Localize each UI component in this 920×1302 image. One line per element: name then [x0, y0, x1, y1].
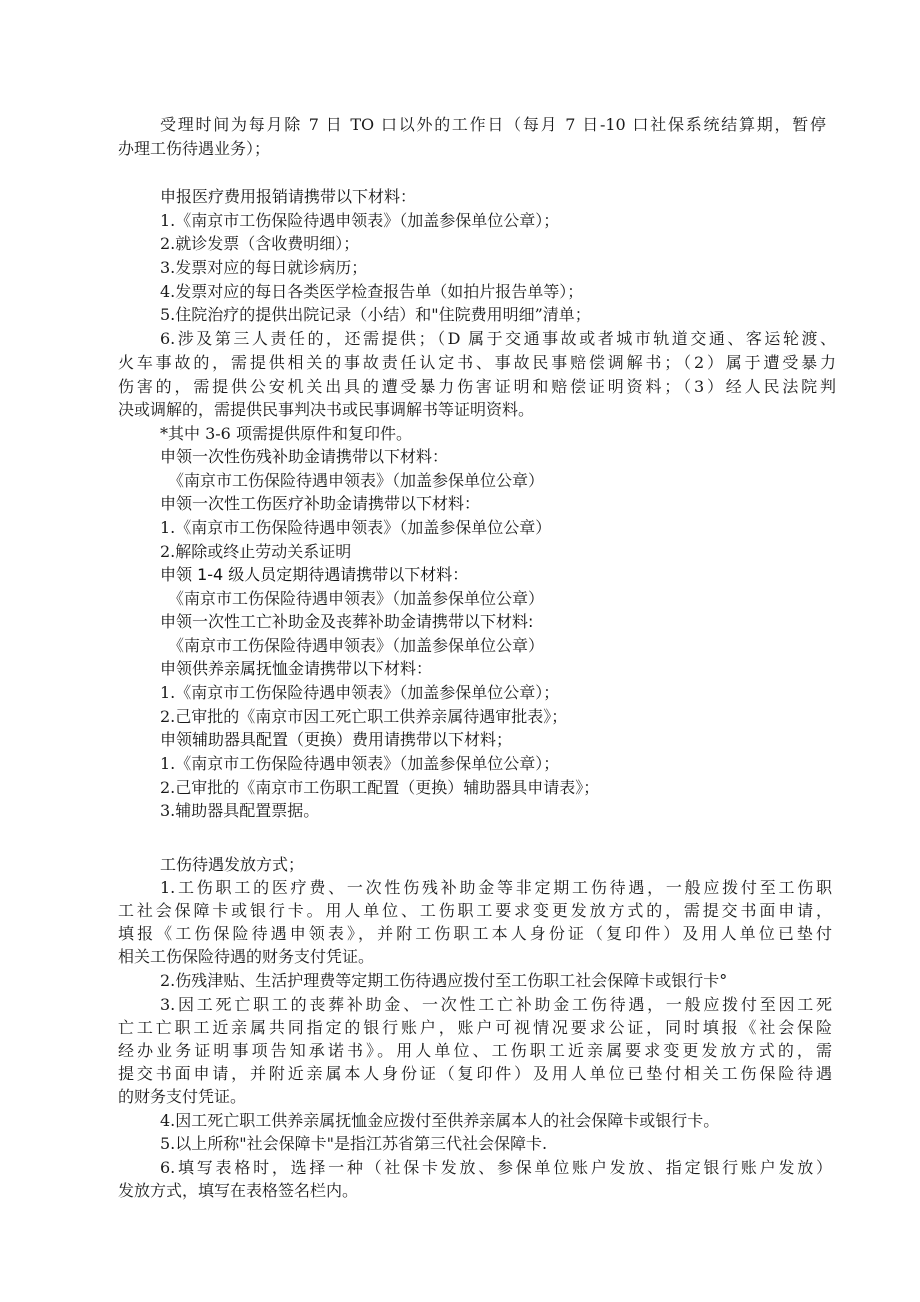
medical-item-5: 5.住院治疗的提供出院记录（小结）和"住院费用明细”清单； [160, 305, 591, 324]
medical-heading: 申报医疗费用报销请携带以下材料： [160, 187, 417, 206]
medical-item-6-line-4: 决或调解的，需提供民事判决书或民事调解书等证明资料。 [118, 400, 535, 419]
death-item: 《南京市工伤保险待遇申领表》（加盖参保单位公章） [168, 636, 545, 655]
medical-item-6-line-1: 6.涉及第三人责任的，还需提供；（D 属于交通事故或者城市轨道交通、客运轮渡、 [160, 329, 836, 348]
payment-p1-line-1: 1.工伤职工的医疗费、一次性伤残补助金等非定期工伤待遇，一般应拨付至工伤职 [160, 878, 832, 897]
payment-p1-line-4: 相关工伤保险待遇的财务支付凭证。 [118, 947, 375, 966]
death-heading: 申领一次性工亡补助金及丧葬补助金请携带以下材料: [160, 612, 534, 631]
intro-line-1: 受理时间为每月除 7 日 TO 口以外的工作日（每月 7 日-10 口社保系统结算期，暂停 [160, 115, 826, 134]
payment-p6-line-1: 6.填写表格时，选择一种（社保卡发放、参保单位账户发放、指定银行账户发放） [160, 1158, 832, 1177]
payment-p1-line-3: 填报《工伤保险待遇申领表》，并附工伤职工本人身份证（复印件）及用人单位已垫付 [118, 924, 832, 943]
periodic-item: 《南京市工伤保险待遇申领表》（加盖参保单位公章） [168, 589, 545, 608]
dependents-item-1: 1.《南京市工伤保险待遇申领表》（加盖参保单位公章）； [160, 683, 560, 702]
payment-p5: 5.以上所称"社会保障卡"是指江苏省第三代社会保障卡. [160, 1134, 548, 1153]
devices-item-1: 1.《南京市工伤保险待遇申领表》（加盖参保单位公章）； [160, 754, 560, 773]
medical-item-1: 1.《南京市工伤保险待遇申领表》（加盖参保单位公章）； [160, 211, 560, 230]
disability-heading: 申领一次性伤残补助金请携带以下材料： [160, 447, 449, 466]
medical-item-3: 3.发票对应的每日就诊病历； [160, 258, 368, 277]
injury-medical-item-2: 2.解除或终止劳动关系证明 [160, 542, 352, 561]
disability-item: 《南京市工伤保险待遇申领表》（加盖参保单位公章） [168, 471, 545, 490]
medical-note: *其中 3-6 项需提供原件和复印件。 [160, 424, 412, 443]
devices-heading: 申领辅助器具配置（更换）费用请携带以下材料； [160, 730, 513, 749]
devices-item-3: 3.辅助器具配置票据。 [160, 801, 320, 820]
payment-p3-line-4: 提交书面申请，并附近亲属本人身份证（复印件）及用人单位已垫付相关工伤保险待遇 [118, 1064, 832, 1083]
medical-item-6-line-3: 伤害的，需提供公安机关出具的遭受暴力伤害证明和赔偿证明资料；（3）经人民法院判 [118, 377, 836, 396]
injury-medical-heading: 申领一次性工伤医疗补助金请携带以下材料： [160, 494, 481, 513]
intro-line-2: 办理工伤待遇业务）； [118, 139, 271, 158]
payment-p6-line-2: 发放方式，填写在表格签名栏内。 [118, 1181, 359, 1200]
periodic-heading: 申领 1-4 级人员定期待遇请携带以下材料： [160, 565, 469, 584]
payment-p1-line-2: 工社会保障卡或银行卡。用人单位、工伤职工要求变更发放方式的，需提交书面申请， [118, 901, 832, 920]
injury-medical-item-1: 1.《南京市工伤保险待遇申领表》（加盖参保单位公章） [160, 518, 552, 537]
medical-item-4: 4.发票对应的每日各类医学检查报告单（如拍片报告单等）； [160, 282, 584, 301]
payment-p3-line-1: 3.因工死亡职工的丧葬补助金、一次性工亡补助金工伤待遇，一般应拨付至因工死 [160, 995, 832, 1014]
payment-p4: 4.因工死亡职工供养亲属抚恤金应拨付至供养亲属本人的社会保障卡或银行卡。 [160, 1111, 720, 1130]
medical-item-6-line-2: 火车事故的，需提供相关的事故责任认定书、事故民事赔偿调解书；（2）属于遭受暴力 [118, 353, 836, 372]
payment-p3-line-3: 经办业务证明事项告知承诺书》。用人单位、工伤职工近亲属要求变更发放方式的，需 [118, 1041, 832, 1060]
dependents-item-2: 2.己审批的《南京市因工死亡职工供养亲属待遇审批表》； [160, 707, 568, 726]
medical-item-2: 2.就诊发票（含收费明细）； [160, 234, 360, 253]
dependents-heading: 申领供养亲属抚恤金请携带以下材料： [160, 659, 433, 678]
devices-item-2: 2.己审批的《南京市工伤职工配置（更换）辅助器具申请表》； [160, 778, 600, 797]
payment-p3-line-5: 的财务支付凭证。 [118, 1087, 247, 1106]
payment-heading: 工伤待遇发放方式； [160, 855, 305, 874]
payment-p2: 2.伤残津贴、生活护理费等定期工伤待遇应拨付至工伤职工社会保障卡或银行卡° [160, 971, 728, 990]
payment-p3-line-2: 亡工亡职工近亲属共同指定的银行账户，账户可视情况要求公证，同时填报《社会保险 [118, 1018, 832, 1037]
